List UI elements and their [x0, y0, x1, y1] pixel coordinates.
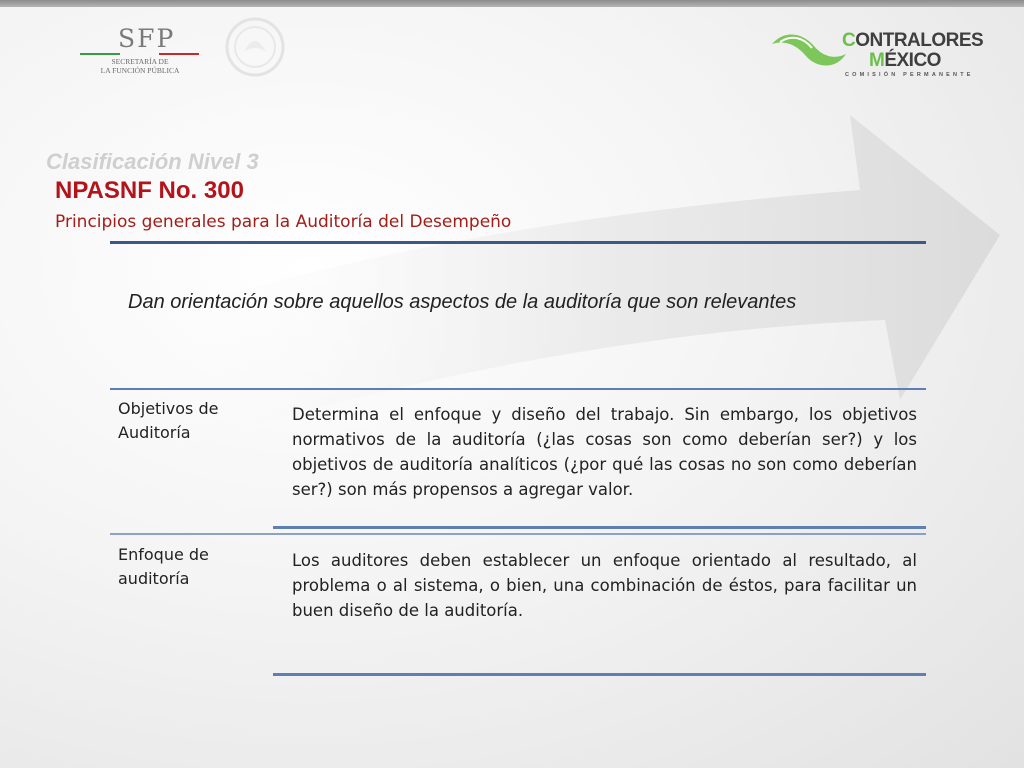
- row-description: Los auditores deben establecer un enfoque orientado al resultado, al problema o al sistema, o bien, una combinación de éstos, para facilitar un buen diseño de la auditoría.: [292, 551, 917, 620]
- table-bottom-border: [273, 673, 926, 676]
- cm-line2-rest: ÉXICO: [884, 50, 941, 71]
- standard-title: NPASNF No. 300: [55, 177, 244, 204]
- row-label: Enfoque de auditoría: [118, 545, 209, 588]
- sfp-red-line: [159, 53, 199, 55]
- contralores-logo-line1: [842, 30, 983, 52]
- cm-line1-initial: C: [842, 30, 856, 51]
- sfp-subtitle-line2: LA FUNCIÓN PÚBLICA: [100, 66, 180, 75]
- row-divider: [273, 526, 926, 529]
- contralores-logo-line2: [869, 50, 941, 72]
- contralores-swoosh-icon: [770, 28, 850, 72]
- row-label: Objetivos de Auditoría: [118, 399, 219, 442]
- sfp-logo-text: SFP: [118, 24, 176, 53]
- cm-line1-rest: ONTRALORES: [855, 30, 984, 51]
- classification-title: Clasificación Nivel 3: [46, 149, 259, 174]
- intro-text: Dan orientación sobre aquellos aspectos de la auditoría que son relevantes: [128, 291, 797, 313]
- row-description: Determina el enfoque y diseño del trabajo. Sin embargo, los objetivos normativos de la auditoría (¿las cosas son como deberían ser?) y los objetivos de auditoría analíticos (¿por qué las cosas no son como deberían ser?) son más propensos a agregar valor.: [292, 405, 917, 499]
- sfp-subtitle-line1: SECRETARÍA DE: [111, 57, 169, 66]
- table-top-border: [110, 388, 926, 390]
- sfp-logo-subtitle: [82, 57, 198, 75]
- cm-line2-initial: M: [869, 50, 885, 71]
- national-seal-icon: [222, 16, 288, 78]
- row-divider-thin: [110, 533, 926, 535]
- sfp-green-line: [80, 53, 120, 55]
- title-divider: [110, 241, 926, 244]
- slide-subtitle: Principios generales para la Auditoría del Desempeño: [55, 212, 512, 232]
- contralores-logo-tagline: COMISIÓN PERMANENTE: [845, 72, 974, 78]
